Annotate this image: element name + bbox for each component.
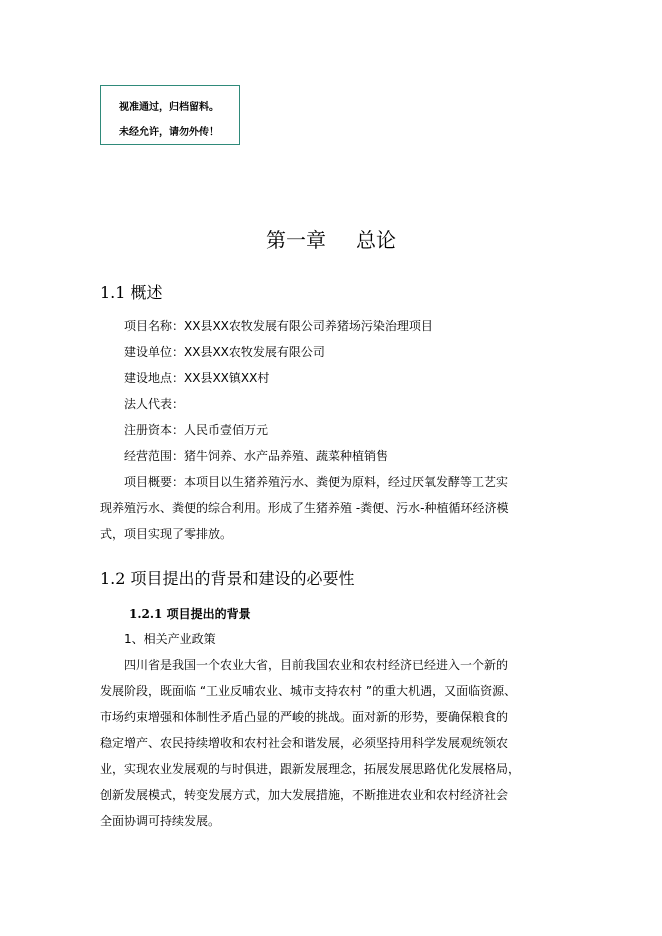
chapter-heading	[0, 224, 662, 253]
subsection-heading-1-2-1: 1.2.1 项目提出的背景	[129, 607, 251, 621]
field-project-name: 项目名称：XX县XX农牧发展有限公司养猪场污染治理项目	[124, 319, 433, 333]
list-item-industry-policy: 1、相关产业政策	[124, 632, 216, 646]
chapter-number: 第一章	[266, 228, 326, 252]
paragraph-line-1: 四川省是我国一个农业大省，目前我国农业和农村经济已经进入一个新的	[124, 658, 509, 672]
paragraph-line-3: 市场约束增强和体制性矛盾凸显的严峻的挑战。面对新的形势，要确保粮食的	[100, 710, 509, 724]
paragraph-line-7: 全面协调可持续发展。	[100, 814, 221, 828]
field-construction-site: 建设地点：XX县XX镇XX村	[124, 371, 270, 385]
overview-line-1: 项目概要：本项目以生猪养殖污水、粪便为原料，经过厌氧发酵等工艺实	[124, 475, 509, 489]
approval-stamp-box	[100, 85, 240, 145]
overview-line-2: 现养殖污水、粪便的综合利用。形成了生猪养殖 -粪便、污水-种植循环经济模	[100, 501, 509, 515]
stamp-line-1: 视准通过，归档留料。	[119, 102, 219, 113]
overview-line-3: 式，项目实现了零排放。	[100, 527, 233, 541]
paragraph-line-4: 稳定增产、农民持续增收和农村社会和谐发展，必须坚持用科学发展观统领农	[100, 736, 509, 750]
paragraph-line-5: 业，实现农业发展观的与时俱进，跟新发展理念，拓展发展思路优化发展格局，	[100, 762, 521, 776]
section-heading-1-2: 1.2 项目提出的背景和建设的必要性	[100, 569, 355, 588]
chapter-title: 总论	[356, 228, 396, 252]
field-business-scope: 经营范围：猪牛饲养、水产品养殖、蔬菜种植销售	[124, 449, 389, 463]
stamp-line-2: 未经允许，请勿外传！	[119, 127, 219, 138]
field-construction-unit: 建设单位：XX县XX农牧发展有限公司	[124, 345, 325, 359]
paragraph-line-6: 创新发展模式，转变发展方式，加大发展措施，不断推进农业和农村经济社会	[100, 788, 509, 802]
section-heading-1-1: 1.1 概述	[100, 283, 163, 302]
field-legal-representative: 法人代表：	[124, 397, 185, 411]
field-registered-capital: 注册资本：人民币壹佰万元	[124, 423, 269, 437]
paragraph-line-2: 发展阶段，既面临 “工业反哺农业、城市支持农村 ”的重大机遇，又面临资源、	[100, 684, 517, 698]
